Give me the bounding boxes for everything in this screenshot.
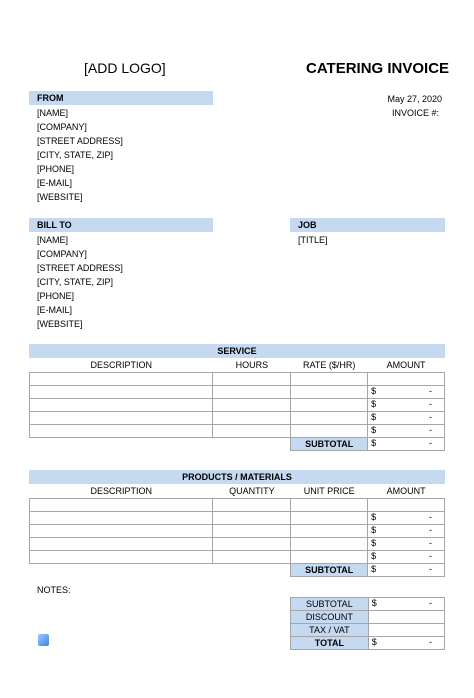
cell[interactable] — [30, 538, 213, 551]
cell[interactable] — [291, 386, 368, 399]
products-col-amount: AMOUNT — [386, 486, 426, 496]
amount-value: - — [429, 399, 432, 409]
cell[interactable] — [291, 525, 368, 538]
service-table — [29, 358, 445, 451]
table-row — [30, 525, 445, 538]
bill-to-city[interactable]: [CITY, STATE, ZIP] — [37, 277, 114, 287]
cell[interactable] — [30, 399, 213, 412]
products-subtotal-label: SUBTOTAL — [291, 564, 368, 577]
currency-symbol: $ — [371, 637, 377, 647]
app-icon — [38, 634, 49, 646]
totals-row — [291, 637, 445, 650]
amount-cell[interactable] — [368, 412, 445, 425]
service-subtotal-label: SUBTOTAL — [291, 438, 368, 451]
invoice-number-label: INVOICE #: — [391, 108, 439, 118]
notes-label: NOTES: — [37, 585, 71, 595]
cell[interactable] — [30, 512, 213, 525]
cell[interactable] — [213, 525, 291, 538]
bill-to-phone[interactable]: [PHONE] — [37, 291, 75, 301]
from-email[interactable]: [E-MAIL] — [37, 178, 73, 188]
cell[interactable] — [30, 412, 213, 425]
table-row — [30, 373, 445, 386]
subtotal-row — [30, 564, 445, 577]
from-street[interactable]: [STREET ADDRESS] — [37, 136, 123, 146]
amount-value: - — [429, 525, 432, 535]
totals-row — [291, 598, 445, 611]
amount-value: - — [429, 412, 432, 422]
products-header: PRODUCTS / MATERIALS — [29, 470, 445, 484]
amount-value: - — [429, 438, 432, 448]
cell[interactable] — [213, 538, 291, 551]
cell[interactable] — [291, 412, 368, 425]
cell[interactable] — [213, 499, 291, 512]
totals-subtotal-label: SUBTOTAL — [291, 598, 369, 611]
cell[interactable] — [291, 499, 368, 512]
from-city[interactable]: [CITY, STATE, ZIP] — [37, 150, 114, 160]
table-row — [30, 512, 445, 525]
table-row — [30, 425, 445, 438]
currency-symbol: $ — [371, 525, 377, 535]
table-row — [30, 538, 445, 551]
cell[interactable] — [291, 538, 368, 551]
cell[interactable] — [291, 373, 368, 386]
table-row — [30, 399, 445, 412]
table-row — [30, 499, 445, 512]
from-company[interactable]: [COMPANY] — [37, 122, 87, 132]
cell[interactable] — [30, 499, 213, 512]
amount-value: - — [429, 637, 432, 647]
amount-cell[interactable] — [368, 386, 445, 399]
currency-symbol: $ — [371, 551, 377, 561]
totals-row — [291, 611, 445, 624]
bill-to-name[interactable]: [NAME] — [37, 235, 69, 245]
job-title[interactable]: [TITLE] — [298, 235, 328, 245]
cell[interactable] — [213, 412, 291, 425]
cell[interactable] — [30, 551, 213, 564]
total-label: TOTAL — [291, 637, 369, 650]
from-header: FROM — [29, 91, 213, 105]
service-col-hours: HOURS — [235, 360, 269, 370]
tax-amount[interactable] — [368, 624, 444, 637]
currency-symbol: $ — [371, 438, 377, 448]
service-header: SERVICE — [29, 344, 445, 358]
cell[interactable] — [291, 399, 368, 412]
currency-symbol: $ — [371, 538, 377, 548]
amount-value: - — [429, 512, 432, 522]
products-subtotal-amount[interactable] — [368, 564, 445, 577]
bill-to-header: BILL TO — [29, 218, 213, 232]
tax-label: TAX / VAT — [291, 624, 369, 637]
cell[interactable] — [368, 373, 445, 386]
amount-cell[interactable] — [368, 525, 445, 538]
bill-to-website[interactable]: [WEBSITE] — [37, 319, 83, 329]
table-row — [30, 386, 445, 399]
bill-to-block — [37, 233, 123, 331]
from-block — [37, 106, 123, 204]
cell[interactable] — [30, 525, 213, 538]
invoice-title: CATERING INVOICE — [306, 60, 450, 77]
products-col-description: DESCRIPTION — [90, 486, 152, 496]
amount-cell[interactable] — [368, 551, 445, 564]
cell[interactable] — [30, 373, 213, 386]
cell[interactable] — [291, 512, 368, 525]
service-col-rate: RATE ($/HR) — [303, 360, 356, 370]
service-col-amount: AMOUNT — [386, 360, 426, 370]
bill-to-company[interactable]: [COMPANY] — [37, 249, 87, 259]
table-row — [30, 412, 445, 425]
discount-amount[interactable] — [368, 611, 444, 624]
amount-value: - — [429, 538, 432, 548]
products-col-quantity: QUANTITY — [229, 486, 275, 496]
from-phone[interactable]: [PHONE] — [37, 164, 75, 174]
currency-symbol: $ — [371, 512, 377, 522]
cell[interactable] — [291, 425, 368, 438]
invoice-date[interactable]: May 27, 2020 — [387, 94, 442, 104]
add-logo-placeholder[interactable]: [ADD LOGO] — [84, 60, 166, 76]
cell[interactable] — [291, 551, 368, 564]
currency-symbol: $ — [371, 399, 377, 409]
products-col-unit-price: UNIT PRICE — [303, 486, 355, 496]
products-table — [29, 484, 445, 577]
cell[interactable] — [213, 399, 291, 412]
amount-value: - — [429, 551, 432, 561]
table-row — [30, 551, 445, 564]
totals-table — [290, 597, 445, 650]
cell[interactable] — [213, 373, 291, 386]
currency-symbol: $ — [371, 564, 377, 574]
from-name[interactable]: [NAME] — [37, 108, 69, 118]
cell[interactable] — [213, 551, 291, 564]
amount-cell[interactable] — [368, 399, 445, 412]
amount-value: - — [429, 425, 432, 435]
currency-symbol: $ — [371, 412, 377, 422]
total-amount[interactable] — [368, 637, 444, 650]
amount-value: - — [429, 564, 432, 574]
cell[interactable] — [213, 512, 291, 525]
cell[interactable] — [30, 386, 213, 399]
amount-value: - — [429, 386, 432, 396]
currency-symbol: $ — [371, 425, 377, 435]
amount-value: - — [429, 598, 432, 608]
amount-cell[interactable] — [368, 538, 445, 551]
bill-to-street[interactable]: [STREET ADDRESS] — [37, 263, 123, 273]
discount-label: DISCOUNT — [291, 611, 369, 624]
currency-symbol: $ — [371, 386, 377, 396]
totals-row — [291, 624, 445, 637]
service-subtotal-amount[interactable] — [368, 438, 445, 451]
currency-symbol: $ — [371, 598, 377, 608]
cell[interactable] — [213, 386, 291, 399]
bill-to-email[interactable]: [E-MAIL] — [37, 305, 73, 315]
totals-subtotal-amount[interactable] — [368, 598, 444, 611]
service-col-description: DESCRIPTION — [90, 360, 152, 370]
amount-cell[interactable] — [368, 512, 445, 525]
cell[interactable] — [30, 425, 213, 438]
cell[interactable] — [213, 425, 291, 438]
amount-cell[interactable] — [368, 425, 445, 438]
subtotal-row — [30, 438, 445, 451]
cell[interactable] — [368, 499, 445, 512]
job-header: JOB — [290, 218, 445, 232]
from-website[interactable]: [WEBSITE] — [37, 192, 83, 202]
